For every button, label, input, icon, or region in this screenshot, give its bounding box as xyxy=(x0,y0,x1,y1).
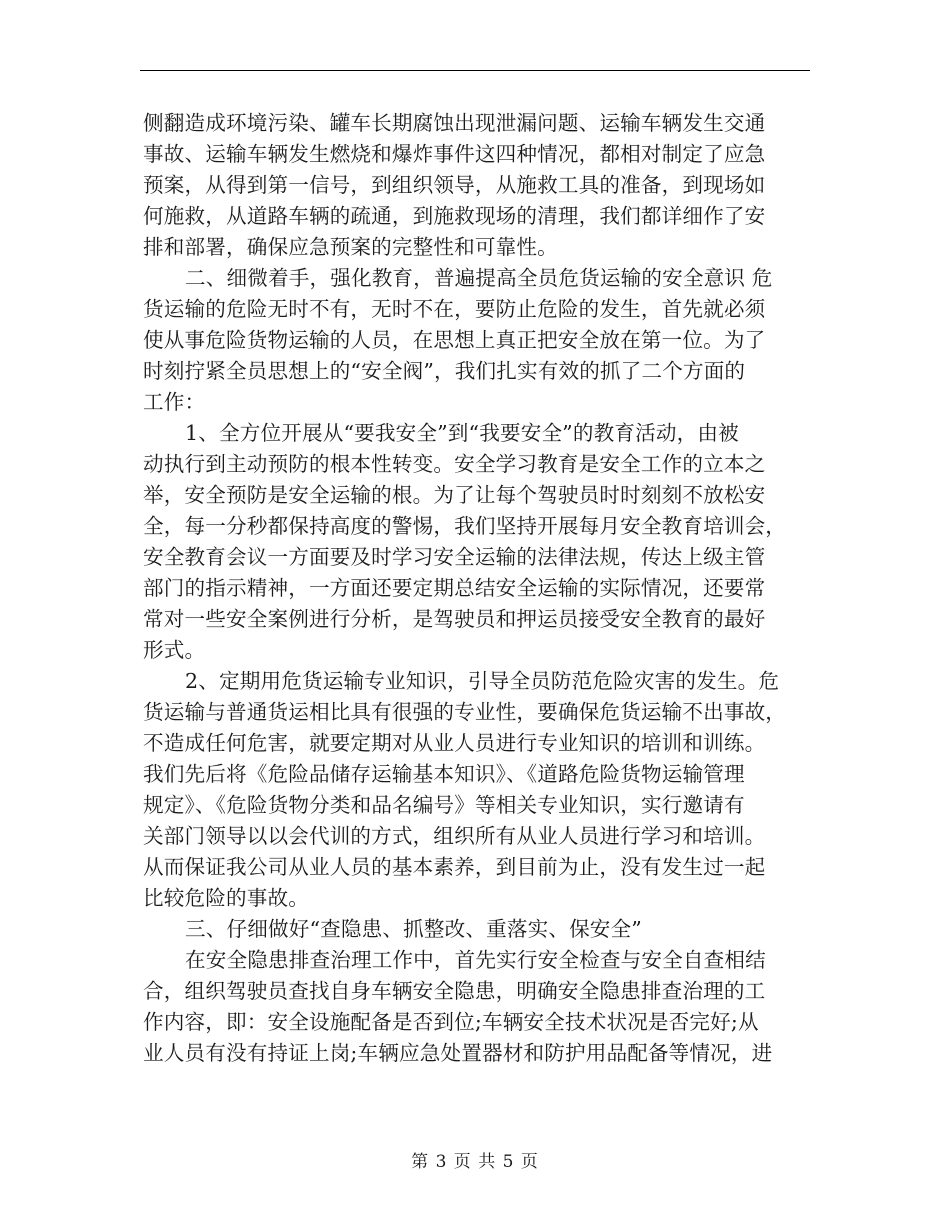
text-line: 货运输与普通货运相比具有很强的专业性，要确保危货运输不出事故， xyxy=(143,700,787,724)
text-line: 排和部署，确保应急预案的完整性和可靠性。 xyxy=(143,235,558,259)
text-line: 业人员有没有持证上岗;车辆应急处置器材和防护用品配备等情况，进 xyxy=(143,1041,773,1065)
text-line: 二、细微着手，强化教育，普遍提高全员危货运输的安全意识 危 xyxy=(185,266,773,290)
text-line: 部门的指示精神，一方面还要定期总结安全运输的实际情况，还要常 xyxy=(143,576,766,600)
text-line: 不造成任何危害，就要定期对从业人员进行专业知识的培训和训练。 xyxy=(143,731,766,755)
text-line: 何施救，从道路车辆的疏通，到施救现场的清理，我们都详细作了安 xyxy=(143,204,766,228)
document-body xyxy=(143,108,811,1069)
text-line: 合，组织驾驶员查找自身车辆安全隐患，明确安全隐患排查治理的工 xyxy=(143,979,766,1003)
text-line: 时刻拧紧全员思想上的“安全阀”，我们扎实有效的抓了二个方面的 xyxy=(143,359,746,383)
page-number-label: 第 3 页 共 5 页 xyxy=(411,1152,539,1172)
text-line: 事故、运输车辆发生燃烧和爆炸事件这四种情况，都相对制定了应急 xyxy=(143,142,766,166)
header-rule xyxy=(140,70,810,71)
text-line: 侧翻造成环境污染、罐车长期腐蚀出现泄漏问题、运输车辆发生交通 xyxy=(143,111,766,135)
text-line: 货运输的危险无时不有，无时不在，要防止危险的发生，首先就必须 xyxy=(143,297,766,321)
text-line: 规定》、《危险货物分类和品名编号》等相关专业知识，实行邀请有 xyxy=(143,793,745,817)
text-line: 关部门领导以以会代训的方式，组织所有从业人员进行学习和培训。 xyxy=(143,824,766,848)
text-line: 在安全隐患排查治理工作中，首先实行安全检查与安全自查相结 xyxy=(185,948,766,972)
text-line: 举，安全预防是安全运输的根。为了让每个驾驶员时时刻刻不放松安 xyxy=(143,483,766,507)
text-line: 比较危险的事故。 xyxy=(143,886,309,910)
text-line: 从而保证我公司从业人员的基本素养，到目前为止，没有发生过一起 xyxy=(143,855,766,879)
text-line: 作内容，即：安全设施配备是否到位;车辆安全技术状况是否完好;从 xyxy=(143,1010,759,1034)
text-line: 1、全方位开展从“要我安全”到“我要安全”的教育活动，由被 xyxy=(185,421,739,445)
text-line: 动执行到主动预防的根本性转变。安全学习教育是安全工作的立本之 xyxy=(143,452,766,476)
text-line: 预案，从得到第一信号，到组织领导，从施救工具的准备，到现场如 xyxy=(143,173,766,197)
text-line: 形式。 xyxy=(143,638,206,662)
text-line: 使从事危险货物运输的人员，在思想上真正把安全放在第一位。为了 xyxy=(143,328,766,352)
text-line: 常对一些安全案例进行分析，是驾驶员和押运员接受安全教育的最好 xyxy=(143,607,766,631)
text-line: 安全教育会议一方面要及时学习安全运输的法律法规，传达上级主管 xyxy=(143,545,766,569)
page-footer xyxy=(0,1150,950,1174)
text-line: 我们先后将《危险品储存运输基本知识》、《道路危险货物运输管理 xyxy=(143,762,745,786)
text-line: 三、仔细做好“查隐患、抓整改、重落实、保安全” xyxy=(185,917,642,941)
text-line: 全，每一分秒都保持高度的警惕，我们坚持开展每月安全教育培训会， xyxy=(143,514,787,538)
text-line: 2、定期用危货运输专业知识，引导全员防范危险灾害的发生。危 xyxy=(185,669,780,693)
text-line: 工作： xyxy=(143,390,206,414)
